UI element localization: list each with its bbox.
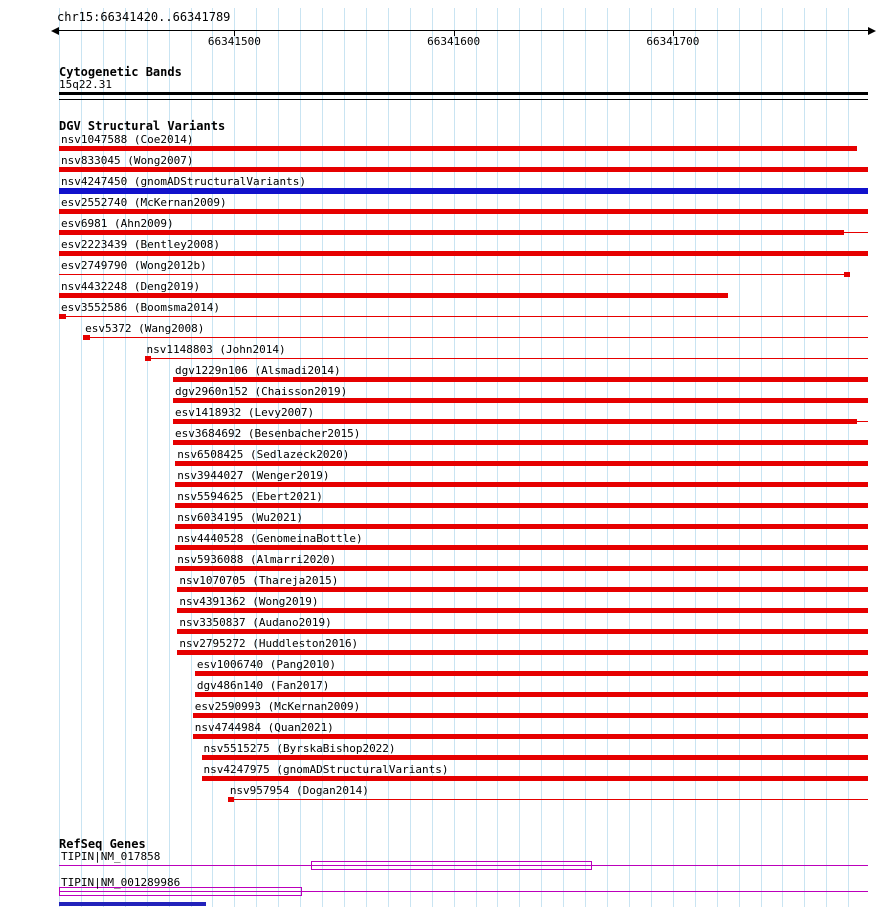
variant-label[interactable]: nsv1148803 (John2014) bbox=[146, 343, 286, 356]
gridline bbox=[848, 8, 849, 907]
variant-label[interactable]: esv2590993 (McKernan2009) bbox=[194, 700, 361, 713]
variant-bar[interactable] bbox=[59, 209, 868, 214]
variant-bar[interactable] bbox=[228, 797, 235, 802]
variant-label[interactable]: esv3684692 (Besenbacher2015) bbox=[175, 427, 361, 440]
gene-label[interactable]: TIPIN|NM_001289986 bbox=[61, 876, 181, 889]
variant-bar[interactable] bbox=[177, 629, 868, 634]
variant-label[interactable]: esv2223439 (Bentley2008) bbox=[61, 238, 220, 251]
ruler-tick-label: 66341700 bbox=[646, 35, 700, 48]
variant-label[interactable]: nsv3944027 (Wenger2019) bbox=[177, 469, 330, 482]
cytoband-baseline bbox=[59, 99, 868, 100]
variant-bar[interactable] bbox=[195, 671, 868, 676]
left-arrow-icon bbox=[51, 27, 59, 35]
variant-bar[interactable] bbox=[177, 587, 868, 592]
gridline bbox=[497, 8, 498, 907]
variant-bar[interactable] bbox=[145, 356, 152, 361]
gene-exon[interactable] bbox=[311, 861, 592, 870]
variant-bar[interactable] bbox=[177, 608, 868, 613]
gridline bbox=[717, 8, 718, 907]
gridline bbox=[673, 8, 674, 907]
ruler-tick-label: 66341500 bbox=[207, 35, 261, 48]
variant-bar[interactable] bbox=[175, 461, 868, 466]
variant-bar[interactable] bbox=[202, 776, 868, 781]
variant-line[interactable] bbox=[59, 274, 850, 275]
gridline bbox=[804, 8, 805, 907]
gridline bbox=[585, 8, 586, 907]
variant-label[interactable]: dgv2960n152 (Chaisson2019) bbox=[175, 385, 348, 398]
gridline bbox=[607, 8, 608, 907]
variant-bar[interactable] bbox=[59, 146, 857, 151]
variant-bar[interactable] bbox=[59, 251, 868, 256]
variant-bar[interactable] bbox=[175, 482, 868, 487]
region-label: chr15:66341420..66341789 bbox=[57, 10, 231, 24]
gridline bbox=[651, 8, 652, 907]
variant-label[interactable]: nsv1047588 (Coe2014) bbox=[61, 133, 194, 146]
variant-label[interactable]: nsv4391362 (Wong2019) bbox=[179, 595, 319, 608]
variant-bar[interactable] bbox=[59, 167, 868, 172]
variant-label[interactable]: nsv833045 (Wong2007) bbox=[61, 154, 194, 167]
variant-bar[interactable] bbox=[177, 650, 868, 655]
variant-line[interactable] bbox=[83, 337, 868, 338]
variant-bar[interactable] bbox=[59, 314, 66, 319]
variant-label[interactable]: nsv3350837 (Audano2019) bbox=[179, 616, 332, 629]
variant-bar[interactable] bbox=[59, 230, 844, 235]
gene-label[interactable]: TIPIN|NM_017858 bbox=[61, 850, 161, 863]
variant-label[interactable]: dgv1229n106 (Alsmadi2014) bbox=[175, 364, 341, 377]
variant-label[interactable]: nsv5594625 (Ebert2021) bbox=[177, 490, 323, 503]
variant-bar[interactable] bbox=[844, 272, 851, 277]
gridline bbox=[629, 8, 630, 907]
gridline bbox=[59, 8, 60, 907]
variant-bar[interactable] bbox=[175, 545, 868, 550]
genes-heading: RefSeq Genes bbox=[59, 837, 146, 851]
variant-bar[interactable] bbox=[175, 566, 868, 571]
variant-label[interactable]: esv1418932 (Levy2007) bbox=[175, 406, 315, 419]
variant-label[interactable]: esv3552586 (Boomsma2014) bbox=[61, 301, 220, 314]
variant-label[interactable]: esv2552740 (McKernan2009) bbox=[61, 196, 227, 209]
variant-label[interactable]: nsv5515275 (ByrskaBishop2022) bbox=[203, 742, 396, 755]
variant-label[interactable]: esv1006740 (Pang2010) bbox=[196, 658, 336, 671]
variant-bar[interactable] bbox=[173, 398, 868, 403]
variant-label[interactable]: esv2749790 (Wong2012b) bbox=[61, 259, 207, 272]
variant-bar[interactable] bbox=[83, 335, 90, 340]
variant-line[interactable] bbox=[228, 799, 868, 800]
variant-bar[interactable] bbox=[59, 293, 728, 298]
variant-label[interactable]: nsv4247975 (gnomADStructuralVariants) bbox=[203, 763, 449, 776]
variant-label[interactable]: dgv486n140 (Fan2017) bbox=[196, 679, 330, 692]
variant-label[interactable]: esv5372 (Wang2008) bbox=[85, 322, 205, 335]
variant-label[interactable]: nsv5936088 (Almarri2020) bbox=[177, 553, 337, 566]
cytoband-label: 15q22.31 bbox=[59, 78, 112, 91]
gridline bbox=[541, 8, 542, 907]
cytobands-heading: Cytogenetic Bands bbox=[59, 65, 182, 79]
variant-bar[interactable] bbox=[173, 377, 868, 382]
ruler-line[interactable] bbox=[59, 30, 868, 31]
variant-bar[interactable] bbox=[195, 692, 868, 697]
cytoband-glyph bbox=[59, 92, 868, 95]
variant-bar[interactable] bbox=[173, 440, 868, 445]
variant-bar[interactable] bbox=[193, 734, 868, 739]
variant-label[interactable]: nsv6034195 (Wu2021) bbox=[177, 511, 304, 524]
gridline bbox=[454, 8, 455, 907]
gridline bbox=[695, 8, 696, 907]
partial-bottom-glyph[interactable] bbox=[59, 902, 206, 906]
gridline bbox=[563, 8, 564, 907]
variant-bar[interactable] bbox=[173, 419, 857, 424]
gridline bbox=[826, 8, 827, 907]
variant-bar[interactable] bbox=[202, 755, 868, 760]
variant-label[interactable]: nsv4247450 (gnomADStructuralVariants) bbox=[61, 175, 307, 188]
variant-label[interactable]: nsv2795272 (Huddleston2016) bbox=[179, 637, 359, 650]
variant-line[interactable] bbox=[59, 316, 868, 317]
variant-bar[interactable] bbox=[193, 713, 868, 718]
gridline bbox=[739, 8, 740, 907]
gridline bbox=[519, 8, 520, 907]
gridline bbox=[761, 8, 762, 907]
gridline bbox=[782, 8, 783, 907]
variant-line[interactable] bbox=[145, 358, 868, 359]
variant-label[interactable]: esv6981 (Ahn2009) bbox=[61, 217, 174, 230]
right-arrow-icon bbox=[868, 27, 876, 35]
variants-heading: DGV Structural Variants bbox=[59, 119, 226, 133]
variant-label[interactable]: nsv1070705 (Thareja2015) bbox=[179, 574, 339, 587]
variant-label[interactable]: nsv6508425 (Sedlazeck2020) bbox=[177, 448, 350, 461]
variant-label[interactable]: nsv4440528 (GenomeinaBottle) bbox=[177, 532, 363, 545]
variant-label[interactable]: nsv957954 (Dogan2014) bbox=[229, 784, 369, 797]
gridline bbox=[476, 8, 477, 907]
variant-label[interactable]: nsv4744984 (Quan2021) bbox=[194, 721, 334, 734]
variant-label[interactable]: nsv4432248 (Deng2019) bbox=[61, 280, 201, 293]
variant-bar[interactable] bbox=[175, 503, 868, 508]
variant-bar[interactable] bbox=[175, 524, 868, 529]
ruler-tick-label: 66341600 bbox=[427, 35, 481, 48]
variant-bar[interactable] bbox=[59, 188, 868, 194]
